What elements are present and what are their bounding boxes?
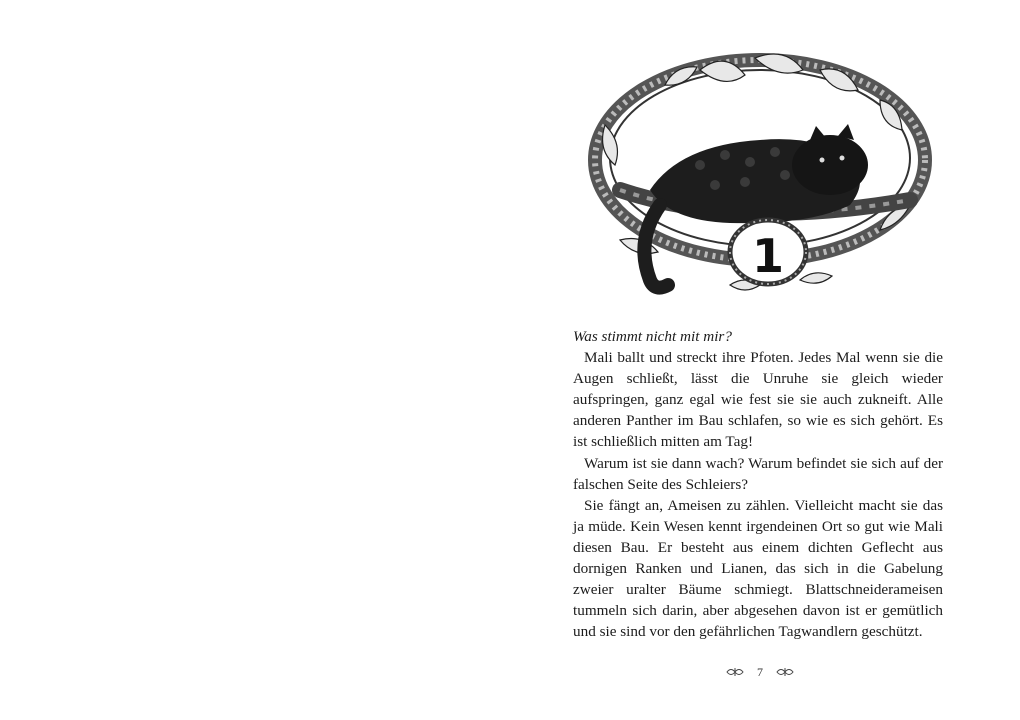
- chapter-number: 1: [751, 229, 785, 283]
- paragraph: Warum ist sie dann wach? Warum befindet sie sich auf der falschen Seite des Schleiers?: [573, 454, 943, 493]
- paragraph: Mali ballt und streckt ihre Pfoten. Jedes Mal wenn sie die Augen schließt, lässt die Unruhe sie gleich wieder aufspringen, ganz egal wie fest sie sie auch zukneift. Alle anderen Panther im Bau schlafen, so wie es sich gehört. Es ist schließlich mitten am Tag!: [573, 349, 943, 451]
- chapter-illustration: [580, 40, 940, 305]
- panther-vine-wreath-image: [580, 40, 940, 305]
- leaf-ornament-icon: [775, 665, 795, 679]
- chapter-text: [573, 326, 943, 642]
- paragraph: Sie fängt an, Ameisen zu zählen. Vielleicht macht sie das ja müde. Kein Wesen kennt irgendeinen Ort so gut wie Mali diesen Bau. Er besteht aus einem dichten Geflecht aus dornigen Ranken und Lianen, das sich in die Gabelung zweier uralter Bäume schmiegt. Blattschneiderameisen tummeln sich darin, aber abgesehen davon ist er gemütlich und sie sind vor den gefährlichen Tagwandlern geschützt.: [573, 496, 943, 641]
- page-number: 7: [757, 664, 763, 679]
- paragraph-opening: Was stimmt nicht mit mir?: [573, 328, 732, 345]
- right-page: [510, 0, 1020, 720]
- leaf-ornament-icon: [725, 665, 745, 679]
- page-footer: [710, 662, 810, 682]
